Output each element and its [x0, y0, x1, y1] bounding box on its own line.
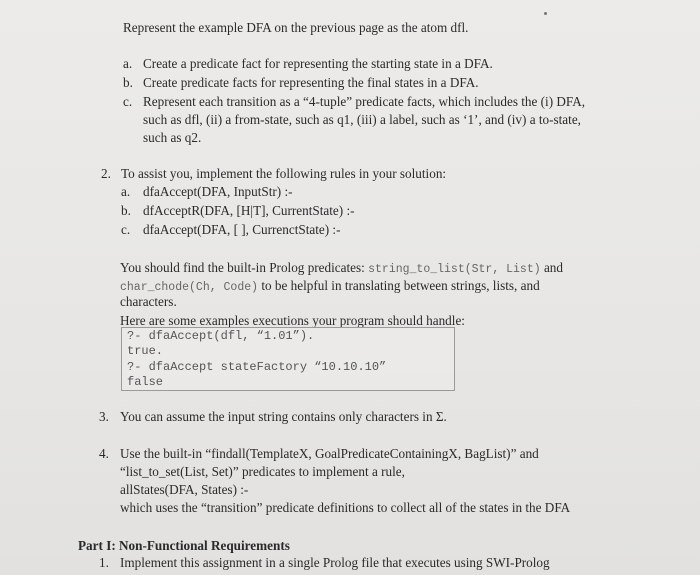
paragraph-line-3: characters.	[120, 294, 177, 309]
inline-code-string-to-list: string_to_list(Str, List)	[368, 263, 541, 276]
item-4-line-2: “list_to_set(List, Set)” predicates to implement a rule,	[120, 464, 405, 479]
paragraph-line-1	[120, 260, 563, 278]
code-line-1: ?- dfaAccept(dfl, “1.01”).	[127, 329, 315, 343]
item-4-line-4: which uses the “transition” predicate definitions to collect all of the states in the DFA	[120, 500, 571, 515]
inline-code-char-code: char_chode(Ch, Code)	[120, 281, 259, 294]
code-example-box	[121, 327, 455, 391]
paragraph-text-2b: to be helpful in translating between strings, lists, and	[258, 278, 540, 293]
item-c-marker: c.	[123, 94, 133, 109]
paragraph-line-2	[120, 278, 540, 296]
rule-c-marker: c.	[121, 222, 131, 237]
page-speck	[544, 12, 547, 15]
part-item-text: Implement this assignment in a single Prolog file that executes using SWI-Prolog	[120, 555, 550, 570]
part-heading: Part I: Non-Functional Requirements	[78, 538, 290, 553]
item-a-marker: a.	[123, 56, 133, 71]
code-line-4: false	[127, 375, 164, 389]
item-c-line-3: such as q2.	[143, 130, 202, 145]
rule-a-marker: a.	[121, 184, 131, 199]
item-2-text: To assist you, implement the following rules in your solution:	[121, 166, 447, 181]
item-4-line-1: Use the built-in “findall(TemplateX, GoalPredicateContainingX, BagList)” and	[120, 446, 539, 461]
item-a-text: Create a predicate fact for representing the starting state in a DFA.	[143, 56, 493, 71]
item-b-marker: b.	[123, 75, 133, 90]
rule-b-text: dfAcceptR(DFA, [H|T], CurrentState) :-	[143, 203, 355, 218]
rule-a-text: dfaAccept(DFA, InputStr) :-	[143, 184, 293, 199]
item-c-line-2: such as dfl, (ii) a from-state, such as q1, (iii) a label, such as ‘1’, and (iv) a to-state,	[143, 112, 581, 127]
item-4-line-3: allStates(DFA, States) :-	[120, 482, 249, 497]
heading-line: Represent the example DFA on the previous page as the atom dfl.	[123, 20, 469, 35]
examples-intro: Here are some examples executions your program should handle:	[120, 313, 465, 328]
item-3-text: You can assume the input string contains only characters in Σ.	[120, 409, 447, 424]
code-line-3: ?- dfaAccept stateFactory “10.10.10”	[127, 360, 387, 374]
part-item-number: 1.	[99, 555, 109, 570]
item-2-number: 2.	[101, 166, 111, 181]
paragraph-text-1b: and	[540, 260, 563, 275]
rule-b-marker: b.	[121, 203, 131, 218]
item-b-text: Create predicate facts for representing the final states in a DFA.	[143, 75, 479, 90]
item-4-number: 4.	[99, 446, 109, 461]
item-c-line-1: Represent each transition as a “4-tuple” predicate facts, which includes the (i) DFA,	[143, 94, 586, 109]
paragraph-text-1a: You should find the built-in Prolog predicates:	[120, 260, 369, 275]
code-line-2: true.	[127, 344, 164, 358]
rule-c-text: dfaAccept(DFA, [ ], CurrenctState) :-	[143, 222, 341, 237]
item-3-number: 3.	[99, 409, 109, 424]
